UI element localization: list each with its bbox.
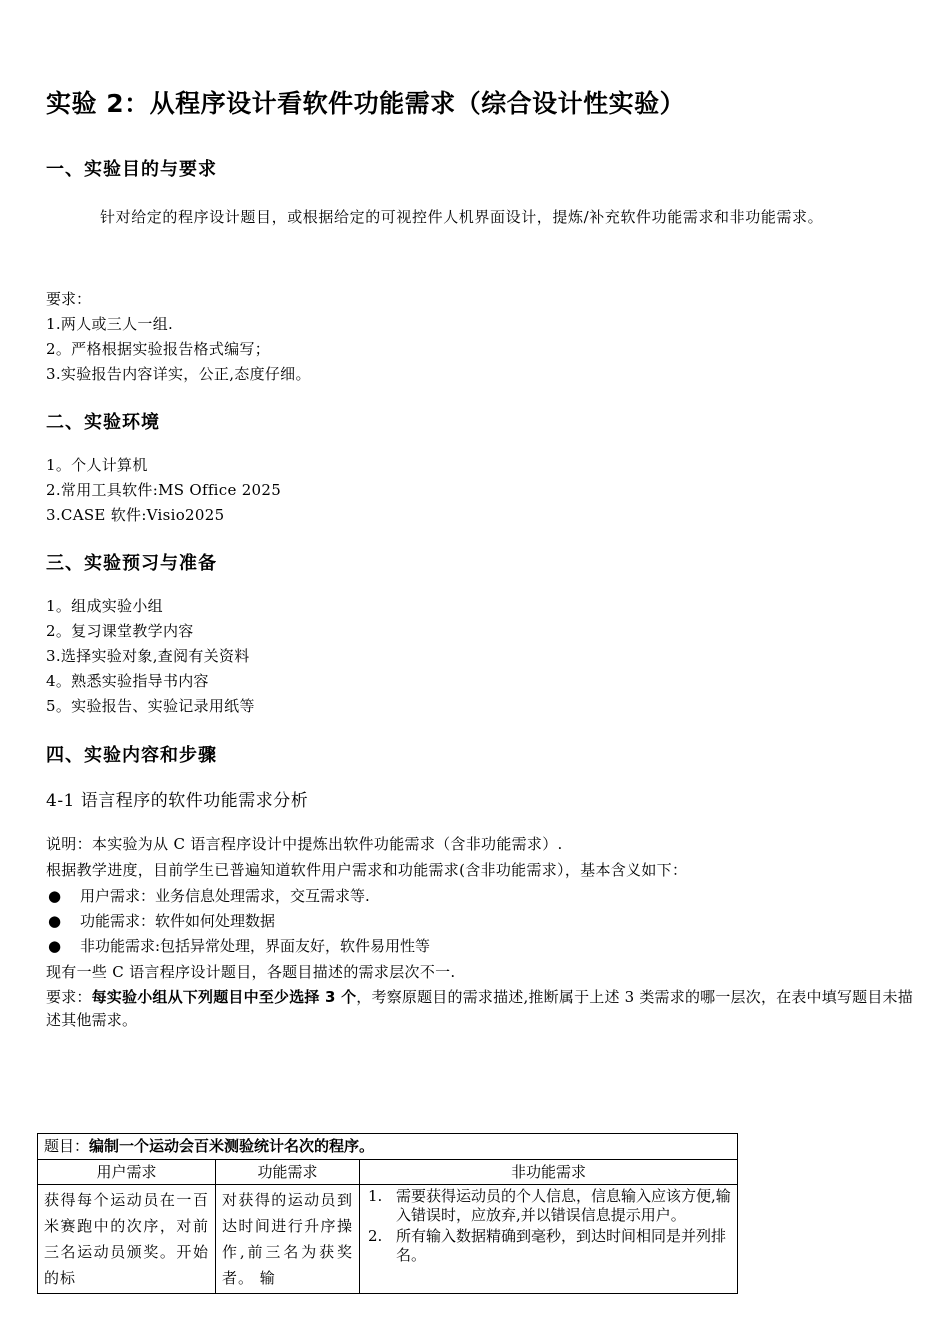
list-item: ● 功能需求：软件如何处理数据 xyxy=(46,909,430,934)
list-item: 3.CASE 软件:Visio2025 xyxy=(46,506,225,524)
purpose-paragraph: 针对给定的程序设计题目，或根据给定的可视控件人机界面设计，提炼/补充软件功能需求和非功能需求。 xyxy=(100,208,824,226)
list-item: 3.选择实验对象,查阅有关资料 xyxy=(46,647,250,665)
intro-line-1: 说明：本实验为从 C 语言程序设计中提炼出软件功能需求（含非功能需求）. xyxy=(46,835,563,853)
requirements-list xyxy=(46,312,311,387)
environment-list xyxy=(46,453,281,528)
list-item: ● 非功能需求:包括异常处理，界面友好，软件易用性等 xyxy=(46,934,430,959)
section-heading-environment: 二、实验环境 xyxy=(46,412,160,433)
requirements-label: 要求： xyxy=(46,290,92,308)
user-requirement-cell: 获得每个运动员在一百米赛跑中的次序，对前三名运动员颁奖。开始的标 xyxy=(38,1185,216,1294)
preparation-list xyxy=(46,594,255,719)
list-item: 2。复习课堂教学内容 xyxy=(46,622,194,640)
list-item: 1.两人或三人一组. xyxy=(46,315,174,333)
section-heading-preparation: 三、实验预习与准备 xyxy=(46,553,217,574)
list-item: 3.实验报告内容详实，公正,态度仔细。 xyxy=(46,365,311,383)
list-item: 2. 所有输入数据精确到毫秒，到达时间相同是并列排名。 xyxy=(368,1227,727,1264)
intro-line-2: 根据教学进度，目前学生已普遍知道软件用户需求和功能需求(含非功能需求），基本含义如下： xyxy=(46,861,688,879)
table-row xyxy=(38,1185,738,1294)
column-header: 非功能需求 xyxy=(360,1160,738,1185)
list-item: 1. 需要获得运动员的个人信息，信息输入应该方便,输入错误时，应放弃,并以错误信息提示用户。 xyxy=(368,1187,731,1224)
table-header-row xyxy=(38,1160,738,1185)
bullet-icon: ● xyxy=(48,887,62,905)
list-item: 4。熟悉实验指导书内容 xyxy=(46,672,209,690)
subsection-heading: 4-1 语言程序的软件功能需求分析 xyxy=(46,791,309,811)
list-item: ● 用户需求：业务信息处理需求，交互需求等. xyxy=(46,884,430,909)
section-heading-purpose: 一、实验目的与要求 xyxy=(46,159,217,180)
table-row xyxy=(38,1134,738,1160)
intro-line-3: 现有一些 C 语言程序设计题目，各题目描述的需求层次不一. xyxy=(46,963,456,981)
emphasis-text: 每实验小组从下列题目中至少选择 3 个 xyxy=(91,988,357,1006)
topic-cell: 题目：编制一个运动会百米测验统计名次的程序。 xyxy=(38,1134,738,1160)
column-header: 功能需求 xyxy=(216,1160,360,1185)
task-requirement: 要求：每实验小组从下列题目中至少选择 3 个，考察原题目的需求描述,推断属于上述 3 类需求的哪一层次，在表中填写题目未描述其他需求。 xyxy=(46,988,913,1029)
requirement-types-list xyxy=(46,884,430,959)
column-header: 用户需求 xyxy=(38,1160,216,1185)
list-item: 5。实验报告、实验记录用纸等 xyxy=(46,697,255,715)
functional-requirement-cell: 对获得的运动员到达时间进行升序操作,前三名为获奖者。 输 xyxy=(216,1185,360,1294)
nonfunctional-requirement-cell xyxy=(360,1185,738,1294)
list-item: 1。组成实验小组 xyxy=(46,597,163,615)
bullet-icon: ● xyxy=(48,937,62,955)
list-item: 2.常用工具软件:MS Office 2025 xyxy=(46,481,282,499)
list-item: 1。个人计算机 xyxy=(46,456,148,474)
list-item: 2。严格根据实验报告格式编写； xyxy=(46,340,271,358)
requirements-table xyxy=(37,1133,738,1294)
page-title: 实验 2：从程序设计看软件功能需求（综合设计性实验） xyxy=(46,89,686,118)
bullet-icon: ● xyxy=(48,912,62,930)
section-heading-content: 四、实验内容和步骤 xyxy=(46,745,217,766)
